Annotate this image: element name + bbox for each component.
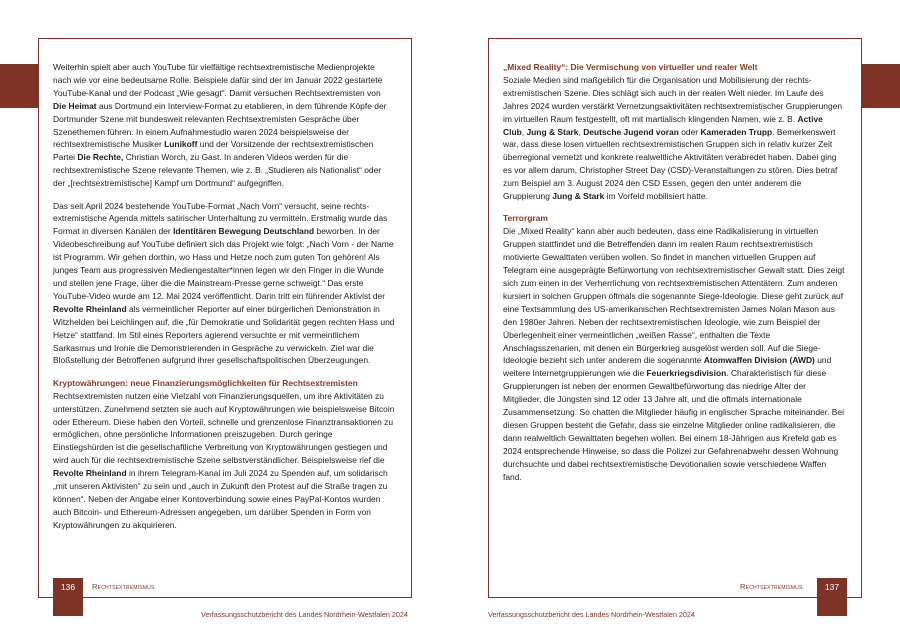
running-head-left-text: Rechtsextremismus [92, 582, 155, 591]
text-run: Die „Mixed Reality“ kann aber auch bedeuten, dass eine Radikalisierung in virtuellen Gruppen stattfindet und die Betreffenden dann im realen Raum rechtsextremistisch motivierte Gewalttaten verüben wollen. So findet in manchen virtuellen Gruppen auf Telegram eine ausgeprägte Befürwortung von rechtsextremistischer Gewalt statt. Dies zeigt sich zum einen in der Verherrlichung von rechtsextremistischen Attentätern. Zum anderen kursiert in solchen Gruppen oftmals die sogenannte Siege-Ideologie. Diese geht zurück auf eine Textsammlung des US-amerikanischen Rechtsextremisten James Nolan Mason aus den 1980er Jahren. Neben der rechtsextremistischen Ideologie, wie zum Beispiel der Überlegenheit einer vermeintlichen „weißen Rasse“, enthalten die Texte Anschlagsszenarien, mit denen ein Bürgerkrieg ausgelöst werden soll. Auf die Siege-Ideologie bezieht sich unter anderem die sogenannte [503, 226, 845, 366]
footer-right: Verfassungsschutzbericht des Landes Nordrhein-Westfalen 2024 [488, 610, 695, 619]
section-heading-terrorgram: Terrorgram [503, 213, 548, 224]
text-run: in ihrem Telegram-Kanal im Juli 2024 zu Spenden auf, um solidarisch „mit unseren Aktivisten“ zu sein und „auch in Zukunft den Protest auf die Straße tragen zu können“. Neben der Angabe einer Kontoverbindung sowie eines PayPal-Kontos wurden auch Bitcoin- und Ethereum-Adressen angegeben, um darüber Spenden in Form von Kryptowährungen zu akquirieren. [53, 468, 388, 530]
bold-term: Identitären Bewegung Deutschland [173, 226, 315, 237]
text-run: im Vorfeld mobilisiert hatte. [604, 191, 708, 202]
left-section-3 [53, 377, 395, 532]
footer-left: Verfassungsschutzbericht des Landes Nordrhein-Westfalen 2024 [201, 610, 408, 619]
text-run: oder [678, 126, 701, 137]
text-run: und der Vorsitzende der rechtsextremistischen Partei [53, 139, 374, 163]
running-head-left [92, 582, 155, 591]
section-heading-mixed-reality: „Mixed Reality“: Die Vermischung von virtueller und realer Welt [503, 62, 758, 72]
bold-term: Revolte Rheinland [53, 303, 127, 314]
right-section-2 [503, 212, 845, 483]
text-run: Das seit April 2024 bestehende YouTube-Format „Nach Vorn“ versucht, seine rechtsextremistische Agenda mittels satirischer Unterhaltung zu vermitteln. Erstmalig wurde das Format in diversen Kanälen der [53, 200, 388, 237]
text-run: als vermeintlicher Reporter auf einer bürgerlichen Demonstration in Witzhelden bei Leichlingen auf, die „für Demokratie und Solidarität gegen rechten Hass und Hetze“ stattfand. Im Stil eines Reporters agierend versuchte er mit vermeintlichem Sarkasmus und Ironie die Demonstrierenden in Gespräche zu verwickeln. Ziel war die Bloßstellung der Betroffenen aufgrund ihrer gesellschaftspolitischen Überzeugungen. [53, 303, 395, 366]
left-paragraph-2 [53, 200, 395, 368]
left-page-body [53, 61, 395, 541]
bold-term: Atomwaffen Division (AWD) [703, 355, 815, 366]
page-number-left: 136 [53, 578, 83, 616]
right-paragraph-1 [503, 75, 842, 201]
text-run: aus Dortmund ein Interview-Format zu etablieren, in dem führende Köpfe der Dortmunder Szene mit bundesweit relevanten Rechtsextremisten Gespräche über Szenethemen führen. In einem Aufnahmestudio waren 2024 beispielsweise der rechtsextremistische Musiker [53, 100, 387, 150]
text-run: . Charakteristisch für diese Gruppierungen ist neben der enormen Gewaltbefürwortung das niedrige Alter der Mitglieder, die Jüngsten sind 12 oder 13 Jahre alt, und die oftmals internationale Zusammensetzung. So chatten die Mitglieder häufig in englischer Sprache miteinander. Bei diesen Gruppen besteht die Gefahr, dass sie einzelne Mitglieder online radikalisieren, die dann realweltlich Gewalttaten begehen wollen. Bei einem 18-Jährigen aus Krefeld gab es 2024 entsprechende Hinweise, so dass die Polizei zur Gefahrenabwehr dessen Wohnung durchsuchte und dabei rechtsextremistische Devotionalien sowie verschiedene Waffen fand. [503, 368, 844, 482]
text-run: , [578, 126, 584, 137]
text-run: , [521, 126, 527, 137]
left-edge-tab [0, 64, 38, 108]
bold-term: Feuerkriegsdivision [646, 368, 727, 379]
text-run: . Bemerkenswert war, dass diese losen virtuellen rechtsextremistischen Gruppen sich in relativ kurzer Zeit überregional vernetzt und konkrete realweltliche Aktivitäten verabredet haben. Dabei ging es vor allem darum, Christopher Street Day (CSD)-Veranstaltungen zu stören. Dies betraf zum Beispiel am 3. August 2024 den CSD Essen, gegen den unter anderem die Gruppierung [503, 126, 838, 202]
running-head-right-text: Rechtsextremismus [740, 582, 803, 591]
bold-term: Die Rechte, [77, 152, 124, 163]
text-run: beworben. In der Videobeschreibung auf YouTube definiert sich das Projekt wie folgt: „Nach Vorn - der Name ist Programm. Wir gehen dorthin, wo Hass und Hetze noch zum guten Ton gehören! Als junges Team aus progressiven Mediengestalter*innen legen wir den Finger in die Wunde und stellen jene Frage, über die die Mainstream-Presse gerne schweigt.“ Das erste YouTube-Video wurde am 12. Mai 2024 veröffentlicht. Darin tritt ein führender Aktivist der [53, 226, 394, 301]
bold-term: Lunikoff [164, 139, 198, 150]
text-run: Rechtsextremisten nutzen eine Vielzahl von Finanzierungsquellen, um ihre Aktivitäten zu unterstützen. Zunehmend setzten sie auch auf Kryptowährungen wie beispielsweise Bitcoin oder Ethereum. Diese haben den Vorteil, schnelle und grenzenlose Finanztransaktionen zu ermöglichen, ohne persönliche Informationen preiszugeben. Durch geringe Einstiegshürden ist die gesellschaftliche Verbreitung von Kryptowährungen gestiegen und wird auch für die rechtsextremistische Szene selbstverständlicher. Beispielsweise rief die [53, 390, 395, 466]
bold-term: Jung & Stark [526, 126, 579, 137]
text-run: und weitere Internetgruppierungen wie die [503, 355, 832, 379]
bold-term: Deutsche Jugend voran [583, 126, 679, 137]
text-run: Soziale Medien sind maßgeblich für die Organisation und Mobilisierung der rechtsextremistischen Szene. Dies schlägt sich auch in der realen Welt nieder. Im Laufe des Jahres 2024 wurden verstärkt Vernetzungsaktivitäten rechtsextremistischer Gruppierungen im virtuellen Raum festgestellt, oft mit martialisch klingenden Namen, wie z. B. [503, 74, 843, 124]
right-edge-tab [862, 64, 900, 108]
bold-term: Kameraden Trupp [700, 126, 773, 137]
section-heading-crypto: Kryptowährungen: neue Finanzierungsmöglichkeiten für Rechtsextremisten [53, 377, 358, 388]
text-run: Weiterhin spielt aber auch YouTube für vielfältige rechtsextremistische Medienprojekte nach wie vor eine bedeutsame Rolle. Beispiele dafür sind der im Januar 2022 gestartete YouTube-Kanal und der Podcast „Wie gesagt“. Damit versuchen Rechtsextremisten von [53, 62, 383, 98]
page-number-right: 137 [817, 578, 847, 616]
bold-term: Active Club [503, 113, 823, 137]
text-run: Christian Worch, zu Gast. In anderen Videos werden für die rechtsextremistische Szene relevante Themen, wie z. B. „Studieren als Nationalist“ oder der „[rechtsextremistische] Kampf um Dortmund“ aufgegriffen. [53, 152, 382, 189]
bold-term: Die Heimat [53, 100, 97, 111]
running-head-right [740, 582, 803, 591]
left-paragraph-1 [53, 61, 395, 190]
right-section-1 [503, 61, 845, 203]
right-page-body [503, 61, 845, 493]
right-paragraph-2 [503, 226, 844, 481]
bold-term: Revolte Rheinland [53, 468, 127, 479]
left-paragraph-3 [53, 391, 394, 530]
bold-term: Jung & Stark [552, 191, 605, 202]
